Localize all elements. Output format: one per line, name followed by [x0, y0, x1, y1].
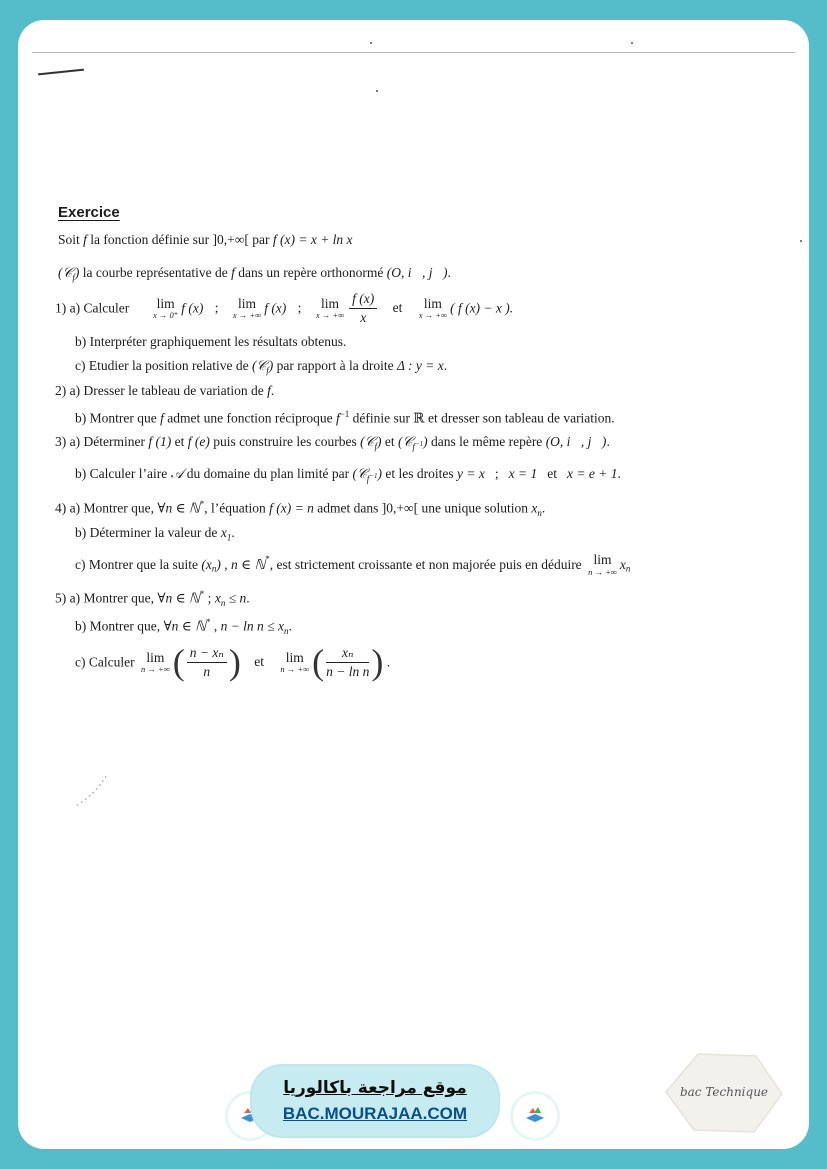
bac-technique-badge — [660, 1050, 786, 1136]
exercise-title: Exercice — [58, 204, 120, 221]
question-1a: 1) a) Calculer lim x → 0⁺ f (x) ; lim x → +∞ f (x) ; lim x → +∞ $\frac{f (x)}{x}$ et lim x → +∞ ( f (x) − x ). — [55, 291, 514, 325]
scan-artifact — [70, 772, 110, 812]
limit-4: lim x → +∞ — [418, 295, 448, 320]
limit-2: lim x → +∞ — [232, 295, 262, 320]
question-3a: 3) a) Déterminer f (1) et f (e) puis construire les courbes (𝒞$_f$) et (𝒞$_{f^{-1}}$) dans le même repère (O, i⃗, j⃗). — [55, 434, 610, 452]
limit-1: lim x → 0⁺ — [152, 295, 179, 320]
question-5a: 5) a) Montrer que, ∀n ∈ ℕ* ; $x_n \le n$. — [55, 589, 250, 609]
limit-5c-2: lim n → +∞ — [280, 649, 310, 674]
document-page — [18, 20, 809, 1149]
question-3b: b) Calculer l’aire 𝒜 du domaine du plan limité par (𝒞$_{f^{-1}}$) et les droites y = x ; x = 1 et x = e + 1. — [75, 466, 621, 484]
site-logo-right[interactable] — [513, 1094, 557, 1138]
fraction-f-over-x: $\frac{f (x)}{x}$ — [349, 292, 377, 324]
site-banner[interactable] — [252, 1066, 498, 1136]
exercise-content — [18, 20, 809, 720]
question-4a: 4) a) Montrer que, ∀n ∈ ℕ*, l’équation f (x) = n admet dans ]0,+∞[ une unique solution $x_n$. — [55, 499, 546, 519]
limit-xn: lim n → +∞ — [588, 552, 617, 577]
question-5b: b) Montrer que, ∀n ∈ ℕ* , $n - \ln n \le x_n$. — [75, 617, 292, 637]
fraction-5c-2: $\frac{\text{xₙ}}{\text{n − ln n}}$ — [326, 645, 370, 679]
question-2a: 2) a) Dresser le tableau de variation de f. — [55, 383, 275, 398]
fraction-5c-1: $\frac{\text{n − xₙ}}{n}$ — [187, 646, 227, 678]
limit-3: lim x → +∞ — [315, 295, 345, 320]
intro-line-1: Soit f la fonction définie sur ]0,+∞[ par f (x) = x + ln x — [58, 232, 353, 247]
site-url-link[interactable]: BAC.MOURAJAA.COM — [282, 1104, 468, 1123]
badge-text: bac Technique — [679, 1085, 769, 1099]
book-icon — [524, 1104, 546, 1126]
question-4c: c) Montrer que la suite $(x_n)$ , n ∈ ℕ*, est strictement croissante et non majorée puis en déduire lim n → +∞ $x_n$ — [75, 552, 631, 577]
question-5c: c) Calculer lim n → +∞ ( $\frac{\text{n − xₙ}}{n}$ ) et lim n → +∞ ( $\frac{\text{xₙ}}{\text{n − ln n}}$ ) . — [75, 642, 391, 682]
limit-5c-1: lim n → +∞ — [140, 649, 170, 674]
question-2b: b) Montrer que f admet une fonction réciproque $f^{-1}$ définie sur ℝ et dresser son tableau de variation. — [75, 409, 615, 426]
intro-line-2: (𝒞$_f$) la courbe représentative de f dans un repère orthonormé (O, i⃗, j⃗). — [58, 265, 451, 283]
question-1c: c) Etudier la position relative de (𝒞$_f$) par rapport à la droite Δ : y = x. — [75, 358, 448, 376]
question-1b: b) Interpréter graphiquement les résultats obtenus. — [75, 334, 347, 349]
question-4b: b) Déterminer la valeur de $x_1$. — [75, 525, 235, 543]
site-title-arabic[interactable]: موقع مراجعة باكالوريا — [283, 1078, 467, 1098]
